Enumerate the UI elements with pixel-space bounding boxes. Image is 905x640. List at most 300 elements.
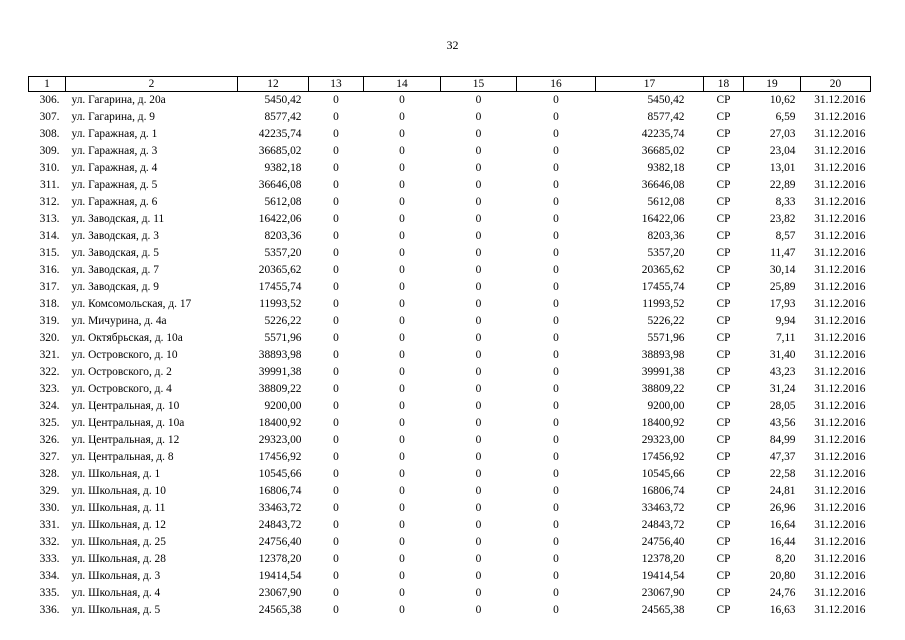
page-number: 32 <box>446 38 459 52</box>
value-col-14: 0 <box>399 349 405 361</box>
row-number: 311. <box>39 179 60 191</box>
row-number: 315. <box>39 247 60 259</box>
value-col-14: 0 <box>399 111 405 123</box>
value-col-12: 17455,74 <box>258 281 302 293</box>
value-col-17: 38809,22 <box>641 383 685 395</box>
code-col-18: СР <box>716 451 731 463</box>
value-col-15: 0 <box>475 94 482 106</box>
data-table <box>28 76 871 619</box>
date-col-20: 31.12.2016 <box>814 145 866 157</box>
value-col-13: 0 <box>333 128 339 140</box>
date-col-20: 31.12.2016 <box>814 111 866 123</box>
value-col-14: 0 <box>399 298 405 310</box>
value-col-17: 5357,20 <box>647 247 685 259</box>
value-col-13: 0 <box>333 349 339 361</box>
table-row <box>29 415 871 432</box>
value-col-19: 23,04 <box>769 145 796 157</box>
value-col-13: 0 <box>333 298 339 310</box>
value-col-16: 0 <box>553 349 559 361</box>
value-col-17: 12378,20 <box>641 553 685 565</box>
value-col-15: 0 <box>475 315 482 327</box>
value-col-19: 27,03 <box>769 128 796 140</box>
value-col-15: 0 <box>475 570 482 582</box>
value-col-16: 0 <box>553 485 559 497</box>
value-col-15: 0 <box>475 349 482 361</box>
table-row <box>29 517 871 534</box>
value-col-12: 5571,96 <box>264 332 302 344</box>
value-col-19: 24,81 <box>769 485 796 497</box>
value-col-15: 0 <box>475 145 482 157</box>
value-col-13: 0 <box>333 94 339 106</box>
value-col-15: 0 <box>475 417 482 429</box>
value-col-16: 0 <box>553 604 559 616</box>
value-col-13: 0 <box>333 332 339 344</box>
value-col-17: 11993,52 <box>642 298 685 310</box>
code-col-18: СР <box>716 553 731 565</box>
value-col-12: 24565,38 <box>258 604 302 616</box>
value-col-12: 17456,92 <box>258 451 302 463</box>
value-col-19: 22,58 <box>769 468 796 480</box>
value-col-12: 23067,90 <box>258 587 302 599</box>
row-number: 335. <box>39 587 60 599</box>
address: ул. Заводская, д. 5 <box>71 247 159 259</box>
code-col-18: СР <box>716 179 731 191</box>
code-col-18: СР <box>716 128 731 140</box>
value-col-16: 0 <box>553 162 559 174</box>
table-row <box>29 228 871 245</box>
value-col-13: 0 <box>333 366 339 378</box>
value-col-15: 0 <box>475 468 482 480</box>
table-row <box>29 279 871 296</box>
value-col-12: 36646,08 <box>258 179 302 191</box>
column-header-1: 1 <box>29 77 66 92</box>
row-number: 334. <box>39 570 60 582</box>
value-col-15: 0 <box>475 519 482 531</box>
code-col-18: СР <box>716 604 731 616</box>
value-col-12: 5450,42 <box>264 94 302 106</box>
row-number: 332. <box>39 536 60 548</box>
date-col-20: 31.12.2016 <box>814 434 866 446</box>
value-col-19: 11,47 <box>770 247 796 259</box>
value-col-14: 0 <box>399 383 405 395</box>
value-col-16: 0 <box>553 502 559 514</box>
value-col-17: 17456,92 <box>641 451 685 463</box>
value-col-19: 20,80 <box>769 570 796 582</box>
value-col-14: 0 <box>399 332 405 344</box>
value-col-15: 0 <box>475 332 482 344</box>
date-col-20: 31.12.2016 <box>814 502 866 514</box>
address: ул. Заводская, д. 11 <box>71 213 165 225</box>
value-col-19: 23,82 <box>769 213 796 225</box>
value-col-19: 7,11 <box>775 332 796 344</box>
value-col-16: 0 <box>553 281 559 293</box>
row-number: 328. <box>39 468 60 480</box>
value-col-14: 0 <box>399 145 405 157</box>
date-col-20: 31.12.2016 <box>814 349 866 361</box>
address: ул. Заводская, д. 7 <box>71 264 159 276</box>
address: ул. Школьная, д. 12 <box>71 519 166 531</box>
value-col-16: 0 <box>553 451 559 463</box>
date-col-20: 31.12.2016 <box>814 230 866 242</box>
column-header-16: 16 <box>517 77 596 92</box>
date-col-20: 31.12.2016 <box>814 162 866 174</box>
value-col-13: 0 <box>333 502 339 514</box>
value-col-17: 8577,42 <box>647 111 685 123</box>
value-col-13: 0 <box>333 179 339 191</box>
value-col-13: 0 <box>333 519 339 531</box>
date-col-20: 31.12.2016 <box>814 94 866 106</box>
address: ул. Школьная, д. 3 <box>71 570 161 582</box>
address: ул. Заводская, д. 3 <box>71 230 159 242</box>
value-col-14: 0 <box>399 366 405 378</box>
value-col-13: 0 <box>333 485 339 497</box>
date-col-20: 31.12.2016 <box>814 519 866 531</box>
date-col-20: 31.12.2016 <box>814 553 866 565</box>
date-col-20: 31.12.2016 <box>814 298 866 310</box>
value-col-14: 0 <box>399 264 405 276</box>
value-col-16: 0 <box>553 145 559 157</box>
value-col-17: 42235,74 <box>641 128 685 140</box>
value-col-14: 0 <box>399 196 405 208</box>
table-body <box>29 92 871 620</box>
column-header-15: 15 <box>441 77 517 92</box>
table-row <box>29 126 871 143</box>
code-col-18: СР <box>716 349 731 361</box>
value-col-12: 36685,02 <box>258 145 302 157</box>
value-col-15: 0 <box>475 383 482 395</box>
code-col-18: СР <box>716 230 731 242</box>
value-col-19: 31,24 <box>769 383 796 395</box>
code-col-18: СР <box>716 587 731 599</box>
code-col-18: СР <box>716 196 731 208</box>
value-col-19: 8,20 <box>775 553 796 565</box>
value-col-16: 0 <box>553 298 559 310</box>
value-col-12: 8203,36 <box>264 230 302 242</box>
value-col-19: 26,96 <box>769 502 796 514</box>
value-col-13: 0 <box>333 434 339 446</box>
value-col-19: 16,64 <box>769 519 796 531</box>
value-col-19: 16,44 <box>769 536 796 548</box>
date-col-20: 31.12.2016 <box>814 281 866 293</box>
value-col-12: 24843,72 <box>258 519 302 531</box>
value-col-17: 24843,72 <box>641 519 685 531</box>
value-col-15: 0 <box>475 604 482 616</box>
value-col-17: 16806,74 <box>641 485 685 497</box>
value-col-13: 0 <box>333 570 339 582</box>
row-number: 314. <box>39 230 60 242</box>
date-col-20: 31.12.2016 <box>814 332 866 344</box>
value-col-16: 0 <box>553 400 559 412</box>
address: ул. Школьная, д. 28 <box>71 553 166 565</box>
value-col-14: 0 <box>399 485 405 497</box>
value-col-17: 38893,98 <box>641 349 685 361</box>
row-number: 333. <box>39 553 60 565</box>
value-col-15: 0 <box>475 553 482 565</box>
value-col-14: 0 <box>399 468 405 480</box>
value-col-14: 0 <box>399 417 405 429</box>
address: ул. Октябрьская, д. 10а <box>71 332 183 344</box>
value-col-13: 0 <box>333 281 339 293</box>
code-col-18: СР <box>716 162 731 174</box>
value-col-16: 0 <box>553 111 559 123</box>
value-col-17: 33463,72 <box>641 502 685 514</box>
value-col-19: 43,23 <box>769 366 796 378</box>
date-col-20: 31.12.2016 <box>814 247 866 259</box>
code-col-18: СР <box>716 298 731 310</box>
table-row <box>29 296 871 313</box>
code-col-18: СР <box>716 264 731 276</box>
row-number: 310. <box>39 162 60 174</box>
value-col-16: 0 <box>553 519 559 531</box>
value-col-19: 6,59 <box>775 111 796 123</box>
value-col-17: 5612,08 <box>647 196 685 208</box>
value-col-19: 25,89 <box>769 281 796 293</box>
table-row <box>29 585 871 602</box>
column-header-12: 12 <box>238 77 309 92</box>
code-col-18: СР <box>716 332 731 344</box>
value-col-13: 0 <box>333 196 339 208</box>
code-col-18: СР <box>716 315 731 327</box>
row-number: 327. <box>39 451 60 463</box>
value-col-16: 0 <box>553 179 559 191</box>
value-col-15: 0 <box>475 247 482 259</box>
row-number: 318. <box>39 298 60 310</box>
row-number: 331. <box>39 519 60 531</box>
date-col-20: 31.12.2016 <box>814 485 866 497</box>
value-col-13: 0 <box>333 162 339 174</box>
address: ул. Гаражная, д. 1 <box>71 128 158 140</box>
value-col-12: 38893,98 <box>258 349 302 361</box>
value-col-15: 0 <box>475 162 482 174</box>
value-col-16: 0 <box>553 128 559 140</box>
value-col-19: 8,57 <box>775 230 796 242</box>
value-col-15: 0 <box>475 400 482 412</box>
column-header-17: 17 <box>596 77 704 92</box>
value-col-13: 0 <box>333 587 339 599</box>
table-row <box>29 262 871 279</box>
date-col-20: 31.12.2016 <box>814 536 866 548</box>
value-col-14: 0 <box>399 502 405 514</box>
row-number: 321. <box>39 349 60 361</box>
address: ул. Гаражная, д. 4 <box>71 162 158 174</box>
value-col-17: 24565,38 <box>641 604 685 616</box>
date-col-20: 31.12.2016 <box>814 604 866 616</box>
value-col-15: 0 <box>475 536 482 548</box>
value-col-17: 36685,02 <box>641 145 685 157</box>
value-col-14: 0 <box>399 128 405 140</box>
code-col-18: СР <box>716 213 731 225</box>
address: ул. Школьная, д. 11 <box>71 502 166 514</box>
column-header-14: 14 <box>364 77 441 92</box>
value-col-15: 0 <box>475 485 482 497</box>
value-col-16: 0 <box>553 315 559 327</box>
table-row <box>29 177 871 194</box>
value-col-15: 0 <box>475 230 482 242</box>
table-row <box>29 398 871 415</box>
value-col-15: 0 <box>475 196 482 208</box>
table-row <box>29 568 871 585</box>
date-col-20: 31.12.2016 <box>814 383 866 395</box>
address: ул. Гагарина, д. 9 <box>71 111 155 123</box>
table-row <box>29 347 871 364</box>
code-col-18: СР <box>716 468 731 480</box>
value-col-13: 0 <box>333 400 339 412</box>
value-col-16: 0 <box>553 383 559 395</box>
row-number: 312. <box>39 196 60 208</box>
value-col-12: 5226,22 <box>264 315 302 327</box>
value-col-19: 22,89 <box>769 179 796 191</box>
date-col-20: 31.12.2016 <box>814 315 866 327</box>
value-col-19: 28,05 <box>769 400 796 412</box>
value-col-17: 36646,08 <box>641 179 685 191</box>
table-row <box>29 381 871 398</box>
row-number: 322. <box>39 366 60 378</box>
table-row <box>29 534 871 551</box>
date-col-20: 31.12.2016 <box>814 179 866 191</box>
value-col-17: 10545,66 <box>641 468 685 480</box>
value-col-17: 5226,22 <box>647 315 685 327</box>
row-number: 325. <box>39 417 60 429</box>
value-col-16: 0 <box>553 570 559 582</box>
row-number: 324. <box>39 400 60 412</box>
row-number: 320. <box>39 332 60 344</box>
value-col-14: 0 <box>399 247 405 259</box>
date-col-20: 31.12.2016 <box>814 264 866 276</box>
value-col-19: 30,14 <box>769 264 796 276</box>
value-col-17: 9200,00 <box>647 400 685 412</box>
table-row <box>29 364 871 381</box>
value-col-19: 17,93 <box>769 298 796 310</box>
row-number: 319. <box>39 315 60 327</box>
table-row <box>29 449 871 466</box>
code-col-18: СР <box>716 536 731 548</box>
value-col-17: 23067,90 <box>641 587 685 599</box>
value-col-12: 39991,38 <box>258 366 302 378</box>
column-header-13: 13 <box>309 77 364 92</box>
value-col-13: 0 <box>333 536 339 548</box>
table-row <box>29 313 871 330</box>
date-col-20: 31.12.2016 <box>814 366 866 378</box>
value-col-17: 18400,92 <box>641 417 685 429</box>
value-col-15: 0 <box>475 587 482 599</box>
date-col-20: 31.12.2016 <box>814 400 866 412</box>
address: ул. Островского, д. 2 <box>71 366 172 378</box>
row-number: 330. <box>39 502 60 514</box>
value-col-16: 0 <box>553 417 559 429</box>
table-row <box>29 432 871 449</box>
value-col-12: 5612,08 <box>264 196 302 208</box>
value-col-14: 0 <box>399 179 405 191</box>
value-col-12: 16422,06 <box>258 213 302 225</box>
value-col-12: 9382,18 <box>264 162 302 174</box>
address: ул. Островского, д. 10 <box>71 349 178 361</box>
code-col-18: СР <box>716 366 731 378</box>
code-col-18: СР <box>716 400 731 412</box>
value-col-16: 0 <box>553 247 559 259</box>
date-col-20: 31.12.2016 <box>814 451 866 463</box>
value-col-14: 0 <box>399 94 405 106</box>
code-col-18: СР <box>716 502 731 514</box>
row-number: 306. <box>39 94 60 106</box>
row-number: 336. <box>39 604 60 616</box>
value-col-15: 0 <box>475 264 482 276</box>
value-col-12: 29323,00 <box>258 434 302 446</box>
code-col-18: СР <box>716 383 731 395</box>
value-col-14: 0 <box>399 434 405 446</box>
value-col-15: 0 <box>475 179 482 191</box>
address: ул. Школьная, д. 1 <box>71 468 161 480</box>
value-col-17: 5450,42 <box>647 94 685 106</box>
value-col-13: 0 <box>333 230 339 242</box>
row-number: 316. <box>39 264 60 276</box>
value-col-17: 24756,40 <box>641 536 685 548</box>
address: ул. Центральная, д. 10 <box>71 400 180 412</box>
value-col-12: 10545,66 <box>258 468 302 480</box>
code-col-18: СР <box>716 281 731 293</box>
value-col-19: 47,37 <box>769 451 796 463</box>
address: ул. Школьная, д. 10 <box>71 485 166 497</box>
table-row <box>29 602 871 619</box>
row-number: 308. <box>39 128 60 140</box>
code-col-18: СР <box>716 417 731 429</box>
value-col-17: 5571,96 <box>647 332 685 344</box>
value-col-19: 43,56 <box>769 417 796 429</box>
value-col-16: 0 <box>553 553 559 565</box>
row-number: 323. <box>39 383 60 395</box>
value-col-12: 16806,74 <box>258 485 302 497</box>
value-col-14: 0 <box>399 519 405 531</box>
code-col-18: СР <box>716 519 731 531</box>
value-col-16: 0 <box>553 94 559 106</box>
value-col-12: 9200,00 <box>264 400 302 412</box>
value-col-14: 0 <box>399 604 405 616</box>
column-header-19: 19 <box>744 77 801 92</box>
value-col-16: 0 <box>553 213 559 225</box>
value-col-19: 16,63 <box>769 604 796 616</box>
value-col-14: 0 <box>399 570 405 582</box>
value-col-19: 84,99 <box>769 434 796 446</box>
value-col-13: 0 <box>333 213 339 225</box>
row-number: 329. <box>39 485 60 497</box>
table-row <box>29 483 871 500</box>
value-col-19: 10,62 <box>769 94 796 106</box>
value-col-16: 0 <box>553 434 559 446</box>
value-col-16: 0 <box>553 264 559 276</box>
value-col-16: 0 <box>553 366 559 378</box>
value-col-17: 20365,62 <box>641 264 685 276</box>
value-col-14: 0 <box>399 230 405 242</box>
value-col-17: 29323,00 <box>641 434 685 446</box>
value-col-16: 0 <box>553 587 559 599</box>
address: ул. Гаражная, д. 3 <box>71 145 158 157</box>
value-col-13: 0 <box>333 451 339 463</box>
value-col-19: 13,01 <box>769 162 796 174</box>
table-row <box>29 500 871 517</box>
value-col-15: 0 <box>475 366 482 378</box>
value-col-17: 16422,06 <box>641 213 685 225</box>
address: ул. Центральная, д. 8 <box>71 451 174 463</box>
date-col-20: 31.12.2016 <box>814 468 866 480</box>
value-col-12: 20365,62 <box>258 264 302 276</box>
address: ул. Школьная, д. 25 <box>71 536 166 548</box>
value-col-12: 18400,92 <box>258 417 302 429</box>
value-col-12: 19414,54 <box>258 570 302 582</box>
address: ул. Школьная, д. 5 <box>71 604 161 616</box>
value-col-13: 0 <box>333 264 339 276</box>
value-col-16: 0 <box>553 468 559 480</box>
table-row <box>29 466 871 483</box>
value-col-14: 0 <box>399 536 405 548</box>
